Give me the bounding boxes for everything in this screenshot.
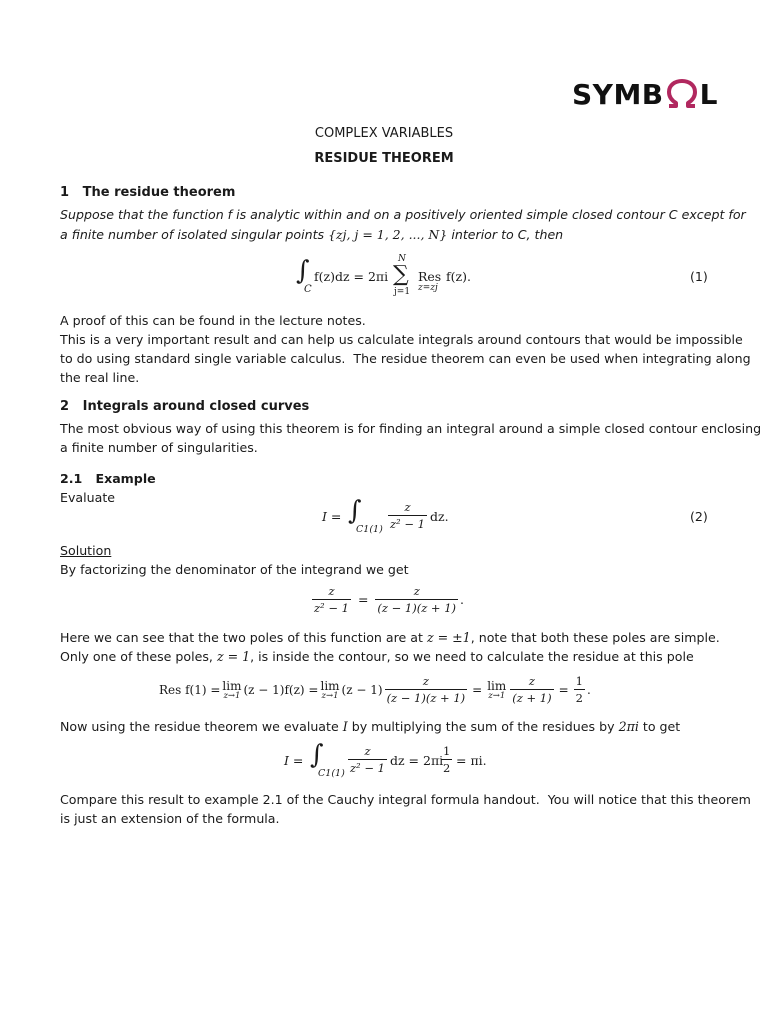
poles-line1-pre: Here we can see that the two poles of this function are at xyxy=(60,630,423,645)
eq4-frac3-numerator: 1 xyxy=(575,674,583,688)
symbol-logo xyxy=(572,76,718,112)
eq4-frac1-numerator: z xyxy=(422,674,429,688)
logo-text-left: SYMB xyxy=(572,77,664,111)
eq5-lhs: I = xyxy=(284,753,304,768)
theorem-statement-line2 xyxy=(60,225,563,245)
equation-4 xyxy=(159,674,591,705)
eq4-frac1-denominator: (z − 1)(z + 1) xyxy=(386,691,466,705)
eq5-numerator: z xyxy=(364,744,371,758)
eq5-end: = πi. xyxy=(456,753,487,768)
omega-icon xyxy=(665,79,699,109)
eq3-equals: = xyxy=(357,592,369,607)
logo-text-right: L xyxy=(699,77,718,111)
poles-values: z = ±1 xyxy=(426,630,471,645)
now-two-pi-i: 2πi xyxy=(618,719,639,734)
section-2-line1: The most obvious way of using this theorem is for finding an integral around a simple closed contour enclosing xyxy=(60,421,762,436)
eq3-right-denominator: (z − 1)(z + 1) xyxy=(377,601,457,615)
eq2-lhs: I = xyxy=(322,509,342,524)
lim-subscript: z→1 xyxy=(321,690,339,701)
eq5-denominator: z² − 1 xyxy=(350,761,385,775)
eq1-rhs: f(z). xyxy=(446,269,471,284)
lim-label: lim xyxy=(487,678,507,693)
poles-line1-post: , note that both these poles are simple. xyxy=(470,630,720,645)
section-2-heading: 2 Integrals around closed curves xyxy=(60,399,310,414)
importance-line3: the real line. xyxy=(60,370,140,385)
lim-label: lim xyxy=(222,678,242,693)
eq4-limit-1 xyxy=(222,679,241,701)
integral-sign: ∫ xyxy=(348,496,362,526)
evaluate-label: Evaluate xyxy=(60,490,116,505)
equation-3 xyxy=(310,584,464,615)
integral-subscript: C xyxy=(304,284,312,295)
eq5-half xyxy=(439,744,454,775)
eq4-limit-2 xyxy=(320,679,339,701)
poles-line2-pre: Only one of these poles, xyxy=(60,649,213,664)
subject-heading: COMPLEX VARIABLES xyxy=(314,126,454,141)
inside-pole: z = 1 xyxy=(216,649,251,664)
poles-line2 xyxy=(60,647,694,667)
factorize-text: By factorizing the denominator of the integrand we get xyxy=(60,562,409,577)
poles-line1 xyxy=(60,628,720,648)
eq3-left-numerator: z xyxy=(328,584,335,598)
eq4-frac2-denominator: (z + 1) xyxy=(512,691,552,705)
sum-top: N xyxy=(398,254,406,264)
section-2-1-heading: 2.1 Example xyxy=(60,471,156,486)
integral-sign: ∫ xyxy=(310,740,324,770)
eq4-frac3-denominator: 2 xyxy=(575,691,583,705)
eq1-lhs: f(z)dz = 2πi xyxy=(314,269,389,284)
sum-bottom: j=1 xyxy=(394,287,411,297)
eq2-denominator: z² − 1 xyxy=(390,517,425,531)
eq2-fraction xyxy=(386,500,429,531)
eq5-half-denominator: 2 xyxy=(443,761,451,775)
now-mid: by multiplying the sum of the residues by xyxy=(351,719,615,734)
eq3-right-numerator: z xyxy=(413,584,420,598)
eq5-half-numerator: 1 xyxy=(443,744,451,758)
section-2-line2: a finite number of singularities. xyxy=(60,440,258,455)
now-var-i: I xyxy=(342,719,348,734)
eq2-integral-subscript: C1(1) xyxy=(356,524,383,535)
equation-2 xyxy=(322,496,472,542)
now-post: to get xyxy=(642,719,681,734)
eq4-equals-2: = xyxy=(558,682,569,697)
section-1-heading: 1 The residue theorem xyxy=(60,185,236,200)
now-using-line xyxy=(60,717,680,737)
res-operator: Res xyxy=(418,269,442,284)
solution-label: Solution xyxy=(60,543,112,558)
now-pre: Now using the residue theorem we evaluate xyxy=(60,719,339,734)
eq2-numerator: z xyxy=(404,500,411,514)
eq2-tail: dz. xyxy=(430,509,449,524)
poles-line2-post: , is inside the contour, so we need to calculate the residue at this pole xyxy=(250,649,694,664)
importance-line2: to do using standard single variable calculus. The residue theorem can even be used when integrating along xyxy=(60,351,751,366)
eq4-frac2-numerator: z xyxy=(528,674,535,688)
lim-subscript: z→1 xyxy=(488,690,506,701)
eq4-factor: (z − 1) xyxy=(341,682,383,697)
compare-line1: Compare this result to example 2.1 of the Cauchy integral formula handout. You will notice that this theorem xyxy=(60,792,751,807)
equation-1 xyxy=(296,256,496,300)
eq5-mid: dz = 2πi xyxy=(390,753,444,768)
equation-1-number: (1) xyxy=(690,269,708,284)
eq5-fraction xyxy=(346,744,389,775)
eq4-product: (z − 1)f(z) = xyxy=(243,682,319,697)
res-subscript: z=zj xyxy=(418,283,438,293)
singular-points-set: {zj, j = 1, 2, ..., N} xyxy=(328,227,448,242)
sum-sign: ∑ xyxy=(393,262,409,287)
integral-sign: ∫ xyxy=(296,256,310,286)
compare-line2: is just an extension of the formula. xyxy=(60,811,280,826)
statement-line2-pre: a finite number of isolated singular points xyxy=(60,227,325,242)
equation-2-number: (2) xyxy=(690,509,708,524)
eq4-limit-3 xyxy=(487,679,506,701)
eq4-equals-1: = xyxy=(472,682,483,697)
eq3-end: . xyxy=(460,592,464,607)
importance-line1: This is a very important result and can help us calculate integrals around contours that would be impossible xyxy=(60,332,743,347)
proof-note: A proof of this can be found in the lecture notes. xyxy=(60,313,366,328)
eq5-integral-subscript: C1(1) xyxy=(318,768,345,779)
eq4-res: Res f(1) = xyxy=(159,682,221,697)
theorem-statement-line1: Suppose that the function f is analytic within and on a positively oriented simple closed contour C except for xyxy=(60,207,746,222)
eq4-end: . xyxy=(586,682,591,697)
statement-line2-post: interior to C, then xyxy=(451,227,564,242)
page-title: RESIDUE THEOREM xyxy=(314,151,454,166)
lim-subscript: z→1 xyxy=(223,690,241,701)
lim-label: lim xyxy=(320,678,340,693)
equation-5 xyxy=(284,740,504,784)
eq3-left-denominator: z² − 1 xyxy=(314,601,349,615)
